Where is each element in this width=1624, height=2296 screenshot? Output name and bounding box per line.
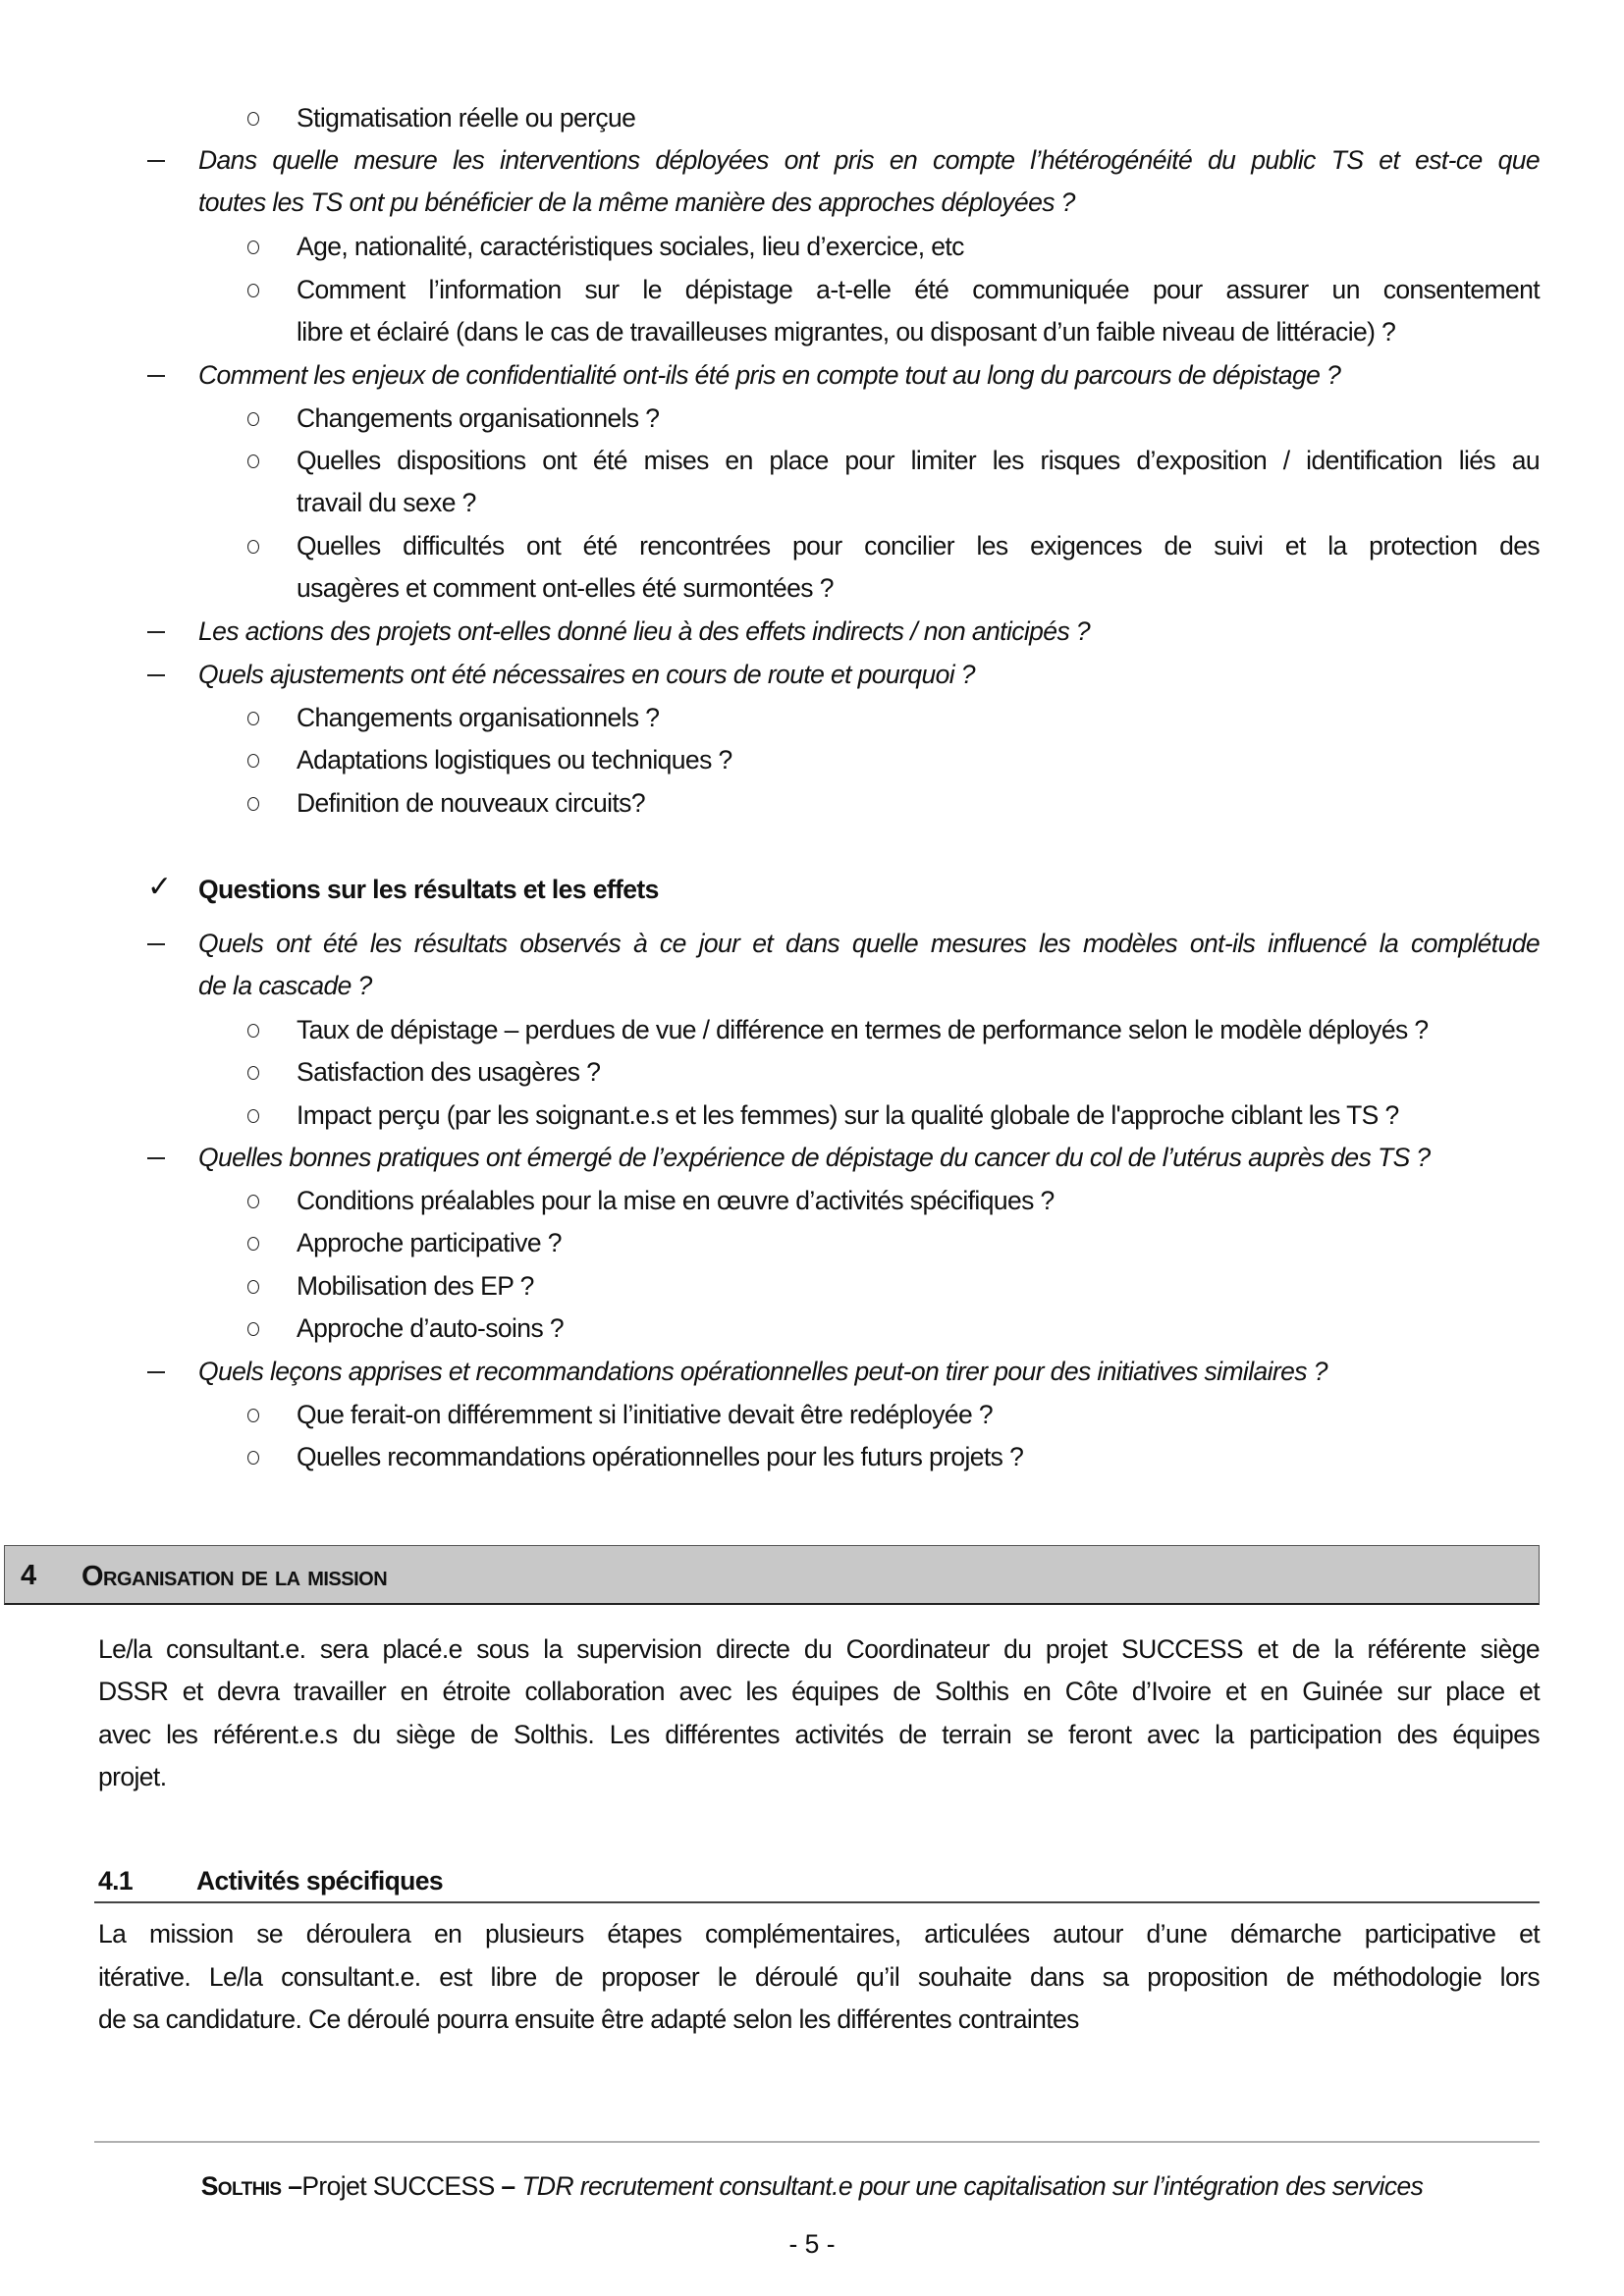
sub-item: Changements organisationnels ? xyxy=(297,703,660,732)
paragraph-line: itérative. Le/la consultant.e. est libre de proposer le déroulé qu’il souhaite dans sa proposition de méthodologie lors xyxy=(98,1962,1540,1992)
sub-item: Changements organisationnels ? xyxy=(297,403,660,433)
circle-bullet-icon xyxy=(247,1109,259,1123)
checkmark-icon: ✓ xyxy=(147,871,173,903)
footer-brand: Solthis xyxy=(200,2171,282,2201)
circle-bullet-icon xyxy=(247,240,259,254)
subsection-rule xyxy=(94,1901,1540,1903)
circle-bullet-icon xyxy=(247,1024,259,1038)
paragraph-line: de sa candidature. Ce déroulé pourra ensuite être adapté selon les différentes contraintes xyxy=(98,2004,1079,2034)
circle-bullet-icon xyxy=(247,1280,259,1294)
paragraph-line: La mission se déroulera en plusieurs étapes complémentaires, articulées autour d’une démarche participative et xyxy=(98,1919,1540,1949)
question-item: Comment les enjeux de confidentialité ont-ils été pris en compte tout au long du parcours de dépistage ? xyxy=(198,360,1341,390)
question-item: Quels ont été les résultats observés à ce jour et dans quelle mesures les modèles ont-ils influencé la complétude xyxy=(198,929,1540,958)
dash-bullet-icon xyxy=(147,160,165,162)
sub-item-cont: travail du sexe ? xyxy=(297,488,476,517)
circle-bullet-icon xyxy=(247,454,259,468)
circle-bullet-icon xyxy=(247,540,259,554)
question-item: Dans quelle mesure les interventions déployées ont pris en compte l’hétérogénéité du public TS et est-ce que xyxy=(198,145,1540,175)
footer-project: Projet SUCCESS xyxy=(301,2171,495,2201)
footer-separator: – xyxy=(494,2171,522,2201)
sub-item: Impact perçu (par les soignant.e.s et les femmes) sur la qualité globale de l'approche ciblant les TS ? xyxy=(297,1100,1399,1130)
circle-bullet-icon xyxy=(247,1409,259,1422)
sub-item-cont: libre et éclairé (dans le cas de travailleuses migrantes, ou disposant d’un faible niveau de littéracie) ? xyxy=(297,317,1396,347)
sub-item: Approche participative ? xyxy=(297,1228,562,1257)
dash-bullet-icon xyxy=(147,375,165,377)
circle-bullet-icon xyxy=(247,754,259,768)
circle-bullet-icon xyxy=(247,1451,259,1465)
dash-bullet-icon xyxy=(147,1371,165,1373)
page-number: - 5 - xyxy=(788,2229,836,2259)
section-number: 4 xyxy=(21,1560,37,1591)
circle-bullet-icon xyxy=(247,1066,259,1080)
sub-item: Stigmatisation réelle ou perçue xyxy=(297,103,636,133)
dash-bullet-icon xyxy=(147,674,165,676)
circle-bullet-icon xyxy=(247,1195,259,1208)
footer-doc-title: TDR recrutement consultant.e pour une capitalisation sur l’intégration des services xyxy=(521,2171,1424,2201)
question-item: Les actions des projets ont-elles donné lieu à des effets indirects / non anticipés ? xyxy=(198,616,1090,646)
section-heading: Questions sur les résultats et les effets xyxy=(198,875,659,904)
sub-item: Age, nationalité, caractéristiques sociales, lieu d’exercice, etc xyxy=(297,232,964,261)
sub-item: Quelles recommandations opérationnelles pour les futurs projets ? xyxy=(297,1442,1024,1471)
paragraph-line: Le/la consultant.e. sera placé.e sous la supervision directe du Coordinateur du projet SUCCESS et de la référente siège xyxy=(98,1634,1540,1664)
sub-item: Comment l’information sur le dépistage a-t-elle été communiquée pour assurer un consentement xyxy=(297,275,1540,304)
subsection-title: Activités spécifiques xyxy=(196,1866,444,1896)
paragraph-line: avec les référent.e.s du siège de Solthis. Les différentes activités de terrain se feront avec la participation des équipes xyxy=(98,1720,1540,1749)
circle-bullet-icon xyxy=(247,412,259,426)
section-4-heading xyxy=(4,1545,1540,1605)
section-title: Organisation de la mission xyxy=(81,1561,388,1592)
paragraph-line: projet. xyxy=(98,1762,167,1791)
circle-bullet-icon xyxy=(247,797,259,811)
sub-item-cont: usagères et comment ont-elles été surmontées ? xyxy=(297,573,834,603)
question-item-cont: toutes les TS ont pu bénéficier de la même manière des approches déployées ? xyxy=(198,187,1075,217)
question-item-cont: de la cascade ? xyxy=(198,971,372,1000)
sub-item: Approche d’auto-soins ? xyxy=(297,1313,564,1343)
sub-item: Satisfaction des usagères ? xyxy=(297,1057,601,1087)
question-item: Quels leçons apprises et recommandations opérationnelles peut-on tirer pour des initiatives similaires ? xyxy=(198,1357,1327,1386)
dash-bullet-icon xyxy=(147,1157,165,1159)
sub-item: Conditions préalables pour la mise en œuvre d’activités spécifiques ? xyxy=(297,1186,1055,1215)
footer xyxy=(0,2170,1624,2202)
dash-bullet-icon xyxy=(147,943,165,945)
circle-bullet-icon xyxy=(247,284,259,297)
footer-rule xyxy=(94,2141,1540,2143)
sub-item: Mobilisation des EP ? xyxy=(297,1271,534,1301)
sub-item: Adaptations logistiques ou techniques ? xyxy=(297,745,732,774)
sub-item: Quelles difficultés ont été rencontrées pour concilier les exigences de suivi et la protection des xyxy=(297,531,1540,561)
paragraph-line: DSSR et devra travailler en étroite collaboration avec les équipes de Solthis en Côte d’Ivoire et en Guinée sur place et xyxy=(98,1677,1540,1706)
circle-bullet-icon xyxy=(247,1237,259,1251)
circle-bullet-icon xyxy=(247,712,259,725)
footer-separator: – xyxy=(281,2171,302,2201)
circle-bullet-icon xyxy=(247,112,259,126)
sub-item: Taux de dépistage – perdues de vue / différence en termes de performance selon le modèle déployés ? xyxy=(297,1015,1429,1044)
circle-bullet-icon xyxy=(247,1322,259,1336)
sub-item: Definition de nouveaux circuits? xyxy=(297,788,645,818)
sub-item: Que ferait-on différemment si l’initiative devait être redéployée ? xyxy=(297,1400,994,1429)
dash-bullet-icon xyxy=(147,631,165,633)
question-item: Quels ajustements ont été nécessaires en cours de route et pourquoi ? xyxy=(198,660,975,689)
question-item: Quelles bonnes pratiques ont émergé de l’expérience de dépistage du cancer du col de l’utérus auprès des TS ? xyxy=(198,1143,1431,1172)
subsection-number: 4.1 xyxy=(98,1866,134,1896)
sub-item: Quelles dispositions ont été mises en place pour limiter les risques d’exposition / identification liés au xyxy=(297,446,1540,475)
